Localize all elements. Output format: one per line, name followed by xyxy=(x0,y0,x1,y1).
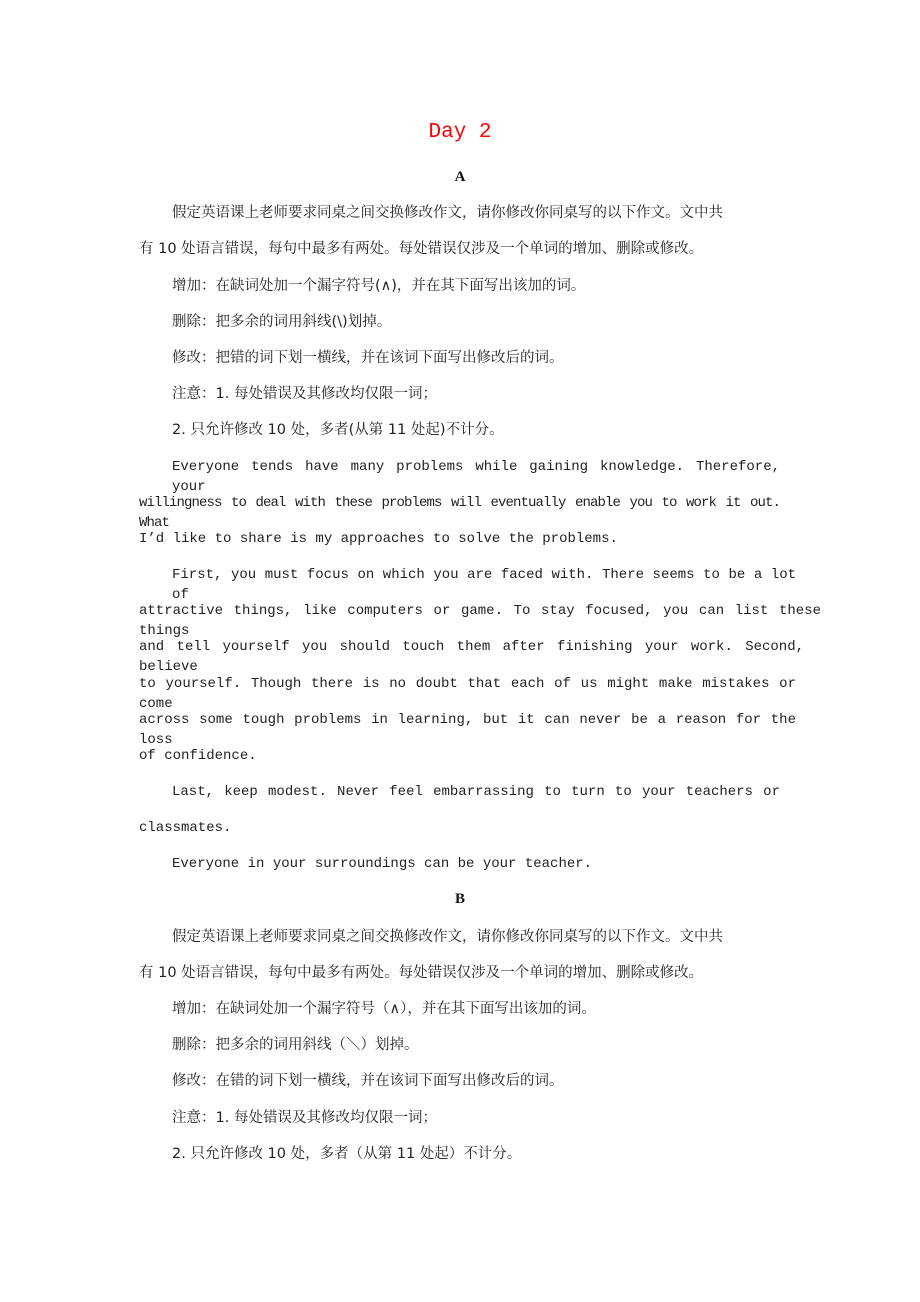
section-b-add-rule: 增加：在缺词处加一个漏字符号（∧），并在其下面写出该加的词。 xyxy=(172,1001,596,1017)
passage-p2-line1 xyxy=(172,565,796,605)
section-b-label: B xyxy=(454,891,465,907)
passage-text: to yourself. Though there is no doubt that each of us might make mistakes or come xyxy=(139,676,796,712)
section-a-intro-line2: 有 10 处语言错误，每句中最多有两处。每处错误仅涉及一个单词的增加、删除或修改。 xyxy=(139,241,704,257)
passage-text: willingness to deal with these problems will eventually enable you to work it out. What xyxy=(139,495,780,531)
passage-text: attractive things, like computers or game. To stay focused, you can list these things xyxy=(139,603,821,639)
passage-p1-line1 xyxy=(172,457,780,497)
passage-text: First, you must focus on which you are faced with. There seems to be a lot of xyxy=(172,567,796,603)
passage-p2-line6: of confidence. xyxy=(139,748,257,764)
section-a-label: A xyxy=(454,169,466,185)
page-title: Day 2 xyxy=(428,121,492,144)
passage-text: and tell yourself you should touch them after finishing your work. Second, believe xyxy=(139,639,804,675)
section-b-delete-rule: 删除：把多余的词用斜线（＼）划掉。 xyxy=(172,1037,419,1053)
passage-p2-line2 xyxy=(139,601,821,641)
section-b-intro-line1: 假定英语课上老师要求同桌之间交换修改作文，请你修改你同桌写的以下作文。文中共 xyxy=(172,929,723,945)
section-b-modify-rule: 修改：在错的词下划一横线，并在该词下面写出修改后的词。 xyxy=(172,1073,564,1089)
passage-p2-line4 xyxy=(139,674,796,714)
passage-p3-line2: classmates. xyxy=(139,820,232,836)
passage-p3-line1 xyxy=(172,782,780,802)
section-a-add-rule: 增加：在缺词处加一个漏字符号(∧)，并在其下面写出该加的词。 xyxy=(172,278,586,294)
section-b-note1: 注意：1. 每处错误及其修改均仅限一词； xyxy=(172,1110,437,1126)
section-a-intro-line1: 假定英语课上老师要求同桌之间交换修改作文，请你修改你同桌写的以下作文。文中共 xyxy=(172,205,723,221)
section-b-intro-line2: 有 10 处语言错误，每句中最多有两处。每处错误仅涉及一个单词的增加、删除或修改。 xyxy=(139,965,704,981)
passage-p2-line5 xyxy=(139,710,796,750)
section-a-delete-rule: 删除：把多余的词用斜线(\)划掉。 xyxy=(172,314,392,330)
section-b-note2: 2. 只允许修改 10 处，多者（从第 11 处起）不计分。 xyxy=(172,1146,522,1162)
passage-text: Everyone tends have many problems while gaining knowledge. Therefore, your xyxy=(172,459,780,495)
passage-text: across some tough problems in learning, but it can never be a reason for the loss xyxy=(139,712,796,748)
section-a-note2: 2. 只允许修改 10 处，多者(从第 11 处起)不计分。 xyxy=(172,422,504,438)
passage-p4-line1: Everyone in your surroundings can be your teacher. xyxy=(172,856,593,872)
section-a-note1: 注意：1. 每处错误及其修改均仅限一词； xyxy=(172,386,437,402)
passage-text: Last, keep modest. Never feel embarrassing to turn to your teachers or xyxy=(172,784,780,800)
passage-p1-line2 xyxy=(139,493,780,533)
passage-p1-line3: I’d like to share is my approaches to solve the problems. xyxy=(139,531,618,547)
passage-p2-line3 xyxy=(139,637,804,677)
section-a-modify-rule: 修改：把错的词下划一横线，并在该词下面写出修改后的词。 xyxy=(172,350,564,366)
